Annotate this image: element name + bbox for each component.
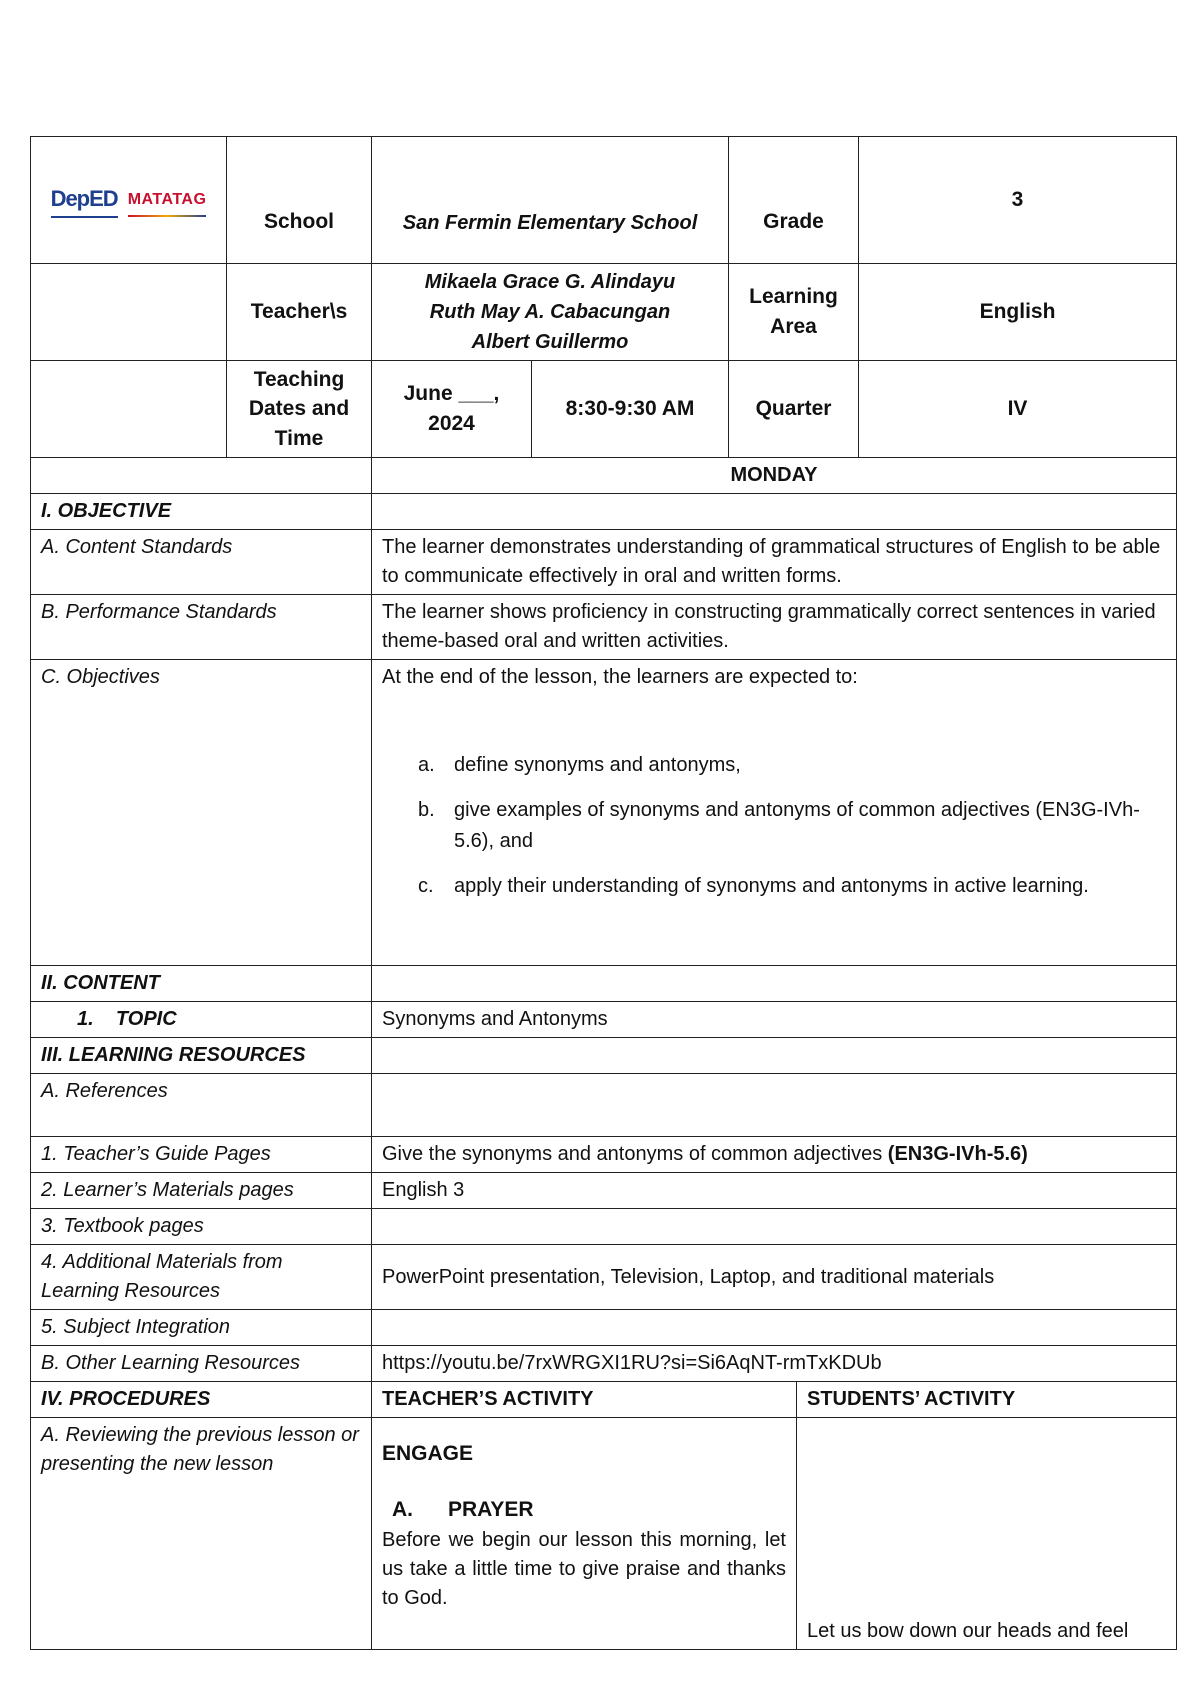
procedure-step-row [31, 1418, 1177, 1650]
subject-integration-label: 5. Subject Integration [31, 1310, 372, 1346]
prayer-heading: A. PRAYER [392, 1498, 534, 1522]
resources-heading: III. LEARNING RESOURCES [31, 1038, 372, 1074]
dates-label: Teaching Dates and Time [227, 361, 372, 458]
teachers-list [372, 264, 729, 361]
textbook-label: 3. Textbook pages [31, 1209, 372, 1245]
teachers-label: Teacher\s [227, 264, 372, 361]
grade-value: 3 [859, 137, 1177, 264]
empty-cell [31, 361, 227, 458]
objective-heading: I. OBJECTIVE [31, 494, 372, 530]
school-value: San Fermin Elementary School [372, 137, 729, 264]
empty-cell [31, 264, 227, 361]
learners-materials-row [31, 1173, 1177, 1209]
procedures-heading: IV. PROCEDURES [31, 1382, 372, 1418]
topic-label: 1. TOPIC [31, 1002, 372, 1038]
competency-code: (EN3G-IVh-5.6) [887, 1143, 1028, 1165]
header-row-school [31, 137, 1177, 264]
logo-cell [31, 137, 227, 264]
content-heading-row [31, 966, 1177, 1002]
additional-materials-row [31, 1245, 1177, 1310]
empty-cell [372, 1310, 1177, 1346]
student-activity-text: Let us bow down our heads and feel [807, 1620, 1129, 1642]
content-standards-row [31, 530, 1177, 595]
objectives-intro: At the end of the lesson, the learners are expected to: [382, 666, 858, 688]
list-item: b. give examples of synonyms and antonyms of common adjectives (EN3G-IVh-5.6), and [418, 799, 1140, 852]
teachers-guide-value: Give the synonyms and antonyms of common adjectives (EN3G-IVh-5.6) [372, 1137, 1177, 1173]
teacher-activity-header: TEACHER’S ACTIVITY [372, 1382, 797, 1418]
grade-label: Grade [729, 137, 859, 264]
other-resources-row [31, 1346, 1177, 1382]
references-row [31, 1074, 1177, 1137]
student-activity-cell [797, 1418, 1177, 1650]
procedure-step-label: A. Reviewing the previous lesson or presenting the new lesson [31, 1418, 372, 1650]
lesson-plan-table [30, 136, 1177, 1650]
empty-cell [372, 1074, 1177, 1137]
matatag-logo: MATATAG [128, 184, 207, 217]
teacher-activity-cell [372, 1418, 797, 1650]
additional-materials-label: 4. Additional Materials from Learning Resources [31, 1245, 372, 1310]
teacher-name: Ruth May A. Cabacungan [429, 301, 671, 323]
list-item: c. apply their understanding of synonyms and antonyms in active learning. [418, 875, 1089, 897]
textbook-row [31, 1209, 1177, 1245]
objectives-list [382, 750, 1166, 902]
teachers-guide-row [31, 1137, 1177, 1173]
prayer-text: Before we begin our lesson this morning, let us take a little time to give praise and thanks to God. [382, 1528, 786, 1609]
objectives-cell [372, 660, 1177, 966]
learning-area-label: Learning Area [729, 264, 859, 361]
learners-materials-value: English 3 [372, 1173, 1177, 1209]
procedures-heading-row [31, 1382, 1177, 1418]
references-label: A. References [31, 1074, 372, 1137]
teachers-guide-label: 1. Teacher’s Guide Pages [31, 1137, 372, 1173]
subject-integration-row [31, 1310, 1177, 1346]
other-resources-link[interactable]: https://youtu.be/7rxWRGXI1RU?si=Si6AqNT-rmTxKDUb [372, 1346, 1177, 1382]
content-standards-text: The learner demonstrates understanding of grammatical structures of English to be able to communicate effectively in oral and written forms. [372, 530, 1177, 595]
empty-cell [31, 458, 372, 494]
quarter-value: IV [859, 361, 1177, 458]
teacher-name: Albert Guillermo [471, 331, 629, 353]
header-row-dates [31, 361, 1177, 458]
topic-row [31, 1002, 1177, 1038]
learners-materials-label: 2. Learner’s Materials pages [31, 1173, 372, 1209]
day-row [31, 458, 1177, 494]
performance-standards-row [31, 595, 1177, 660]
objective-heading-row [31, 494, 1177, 530]
objectives-label: C. Objectives [31, 660, 372, 966]
date-value: June ___, 2024 [372, 361, 532, 458]
performance-standards-text: The learner shows proficiency in constructing grammatically correct sentences in varied theme-based oral and written activities. [372, 595, 1177, 660]
deped-logo: DepED [51, 183, 118, 218]
quarter-label: Quarter [729, 361, 859, 458]
student-activity-header: STUDENTS’ ACTIVITY [797, 1382, 1177, 1418]
empty-cell [372, 494, 1177, 530]
time-value: 8:30-9:30 AM [532, 361, 729, 458]
school-label: School [227, 137, 372, 264]
list-item: a. define synonyms and antonyms, [418, 754, 741, 776]
teacher-name: Mikaela Grace G. Alindayu [424, 271, 676, 293]
content-heading: II. CONTENT [31, 966, 372, 1002]
other-resources-label: B. Other Learning Resources [31, 1346, 372, 1382]
objectives-row [31, 660, 1177, 966]
performance-standards-label: B. Performance Standards [31, 595, 372, 660]
resources-heading-row [31, 1038, 1177, 1074]
empty-cell [372, 1209, 1177, 1245]
empty-cell [372, 966, 1177, 1002]
content-standards-label: A. Content Standards [31, 530, 372, 595]
learning-area-value: English [859, 264, 1177, 361]
topic-value: Synonyms and Antonyms [372, 1002, 1177, 1038]
day-label: MONDAY [372, 458, 1177, 494]
empty-cell [372, 1038, 1177, 1074]
additional-materials-value: PowerPoint presentation, Television, Laptop, and traditional materials [372, 1245, 1177, 1310]
header-row-teachers [31, 264, 1177, 361]
engage-heading: ENGAGE [382, 1442, 474, 1465]
